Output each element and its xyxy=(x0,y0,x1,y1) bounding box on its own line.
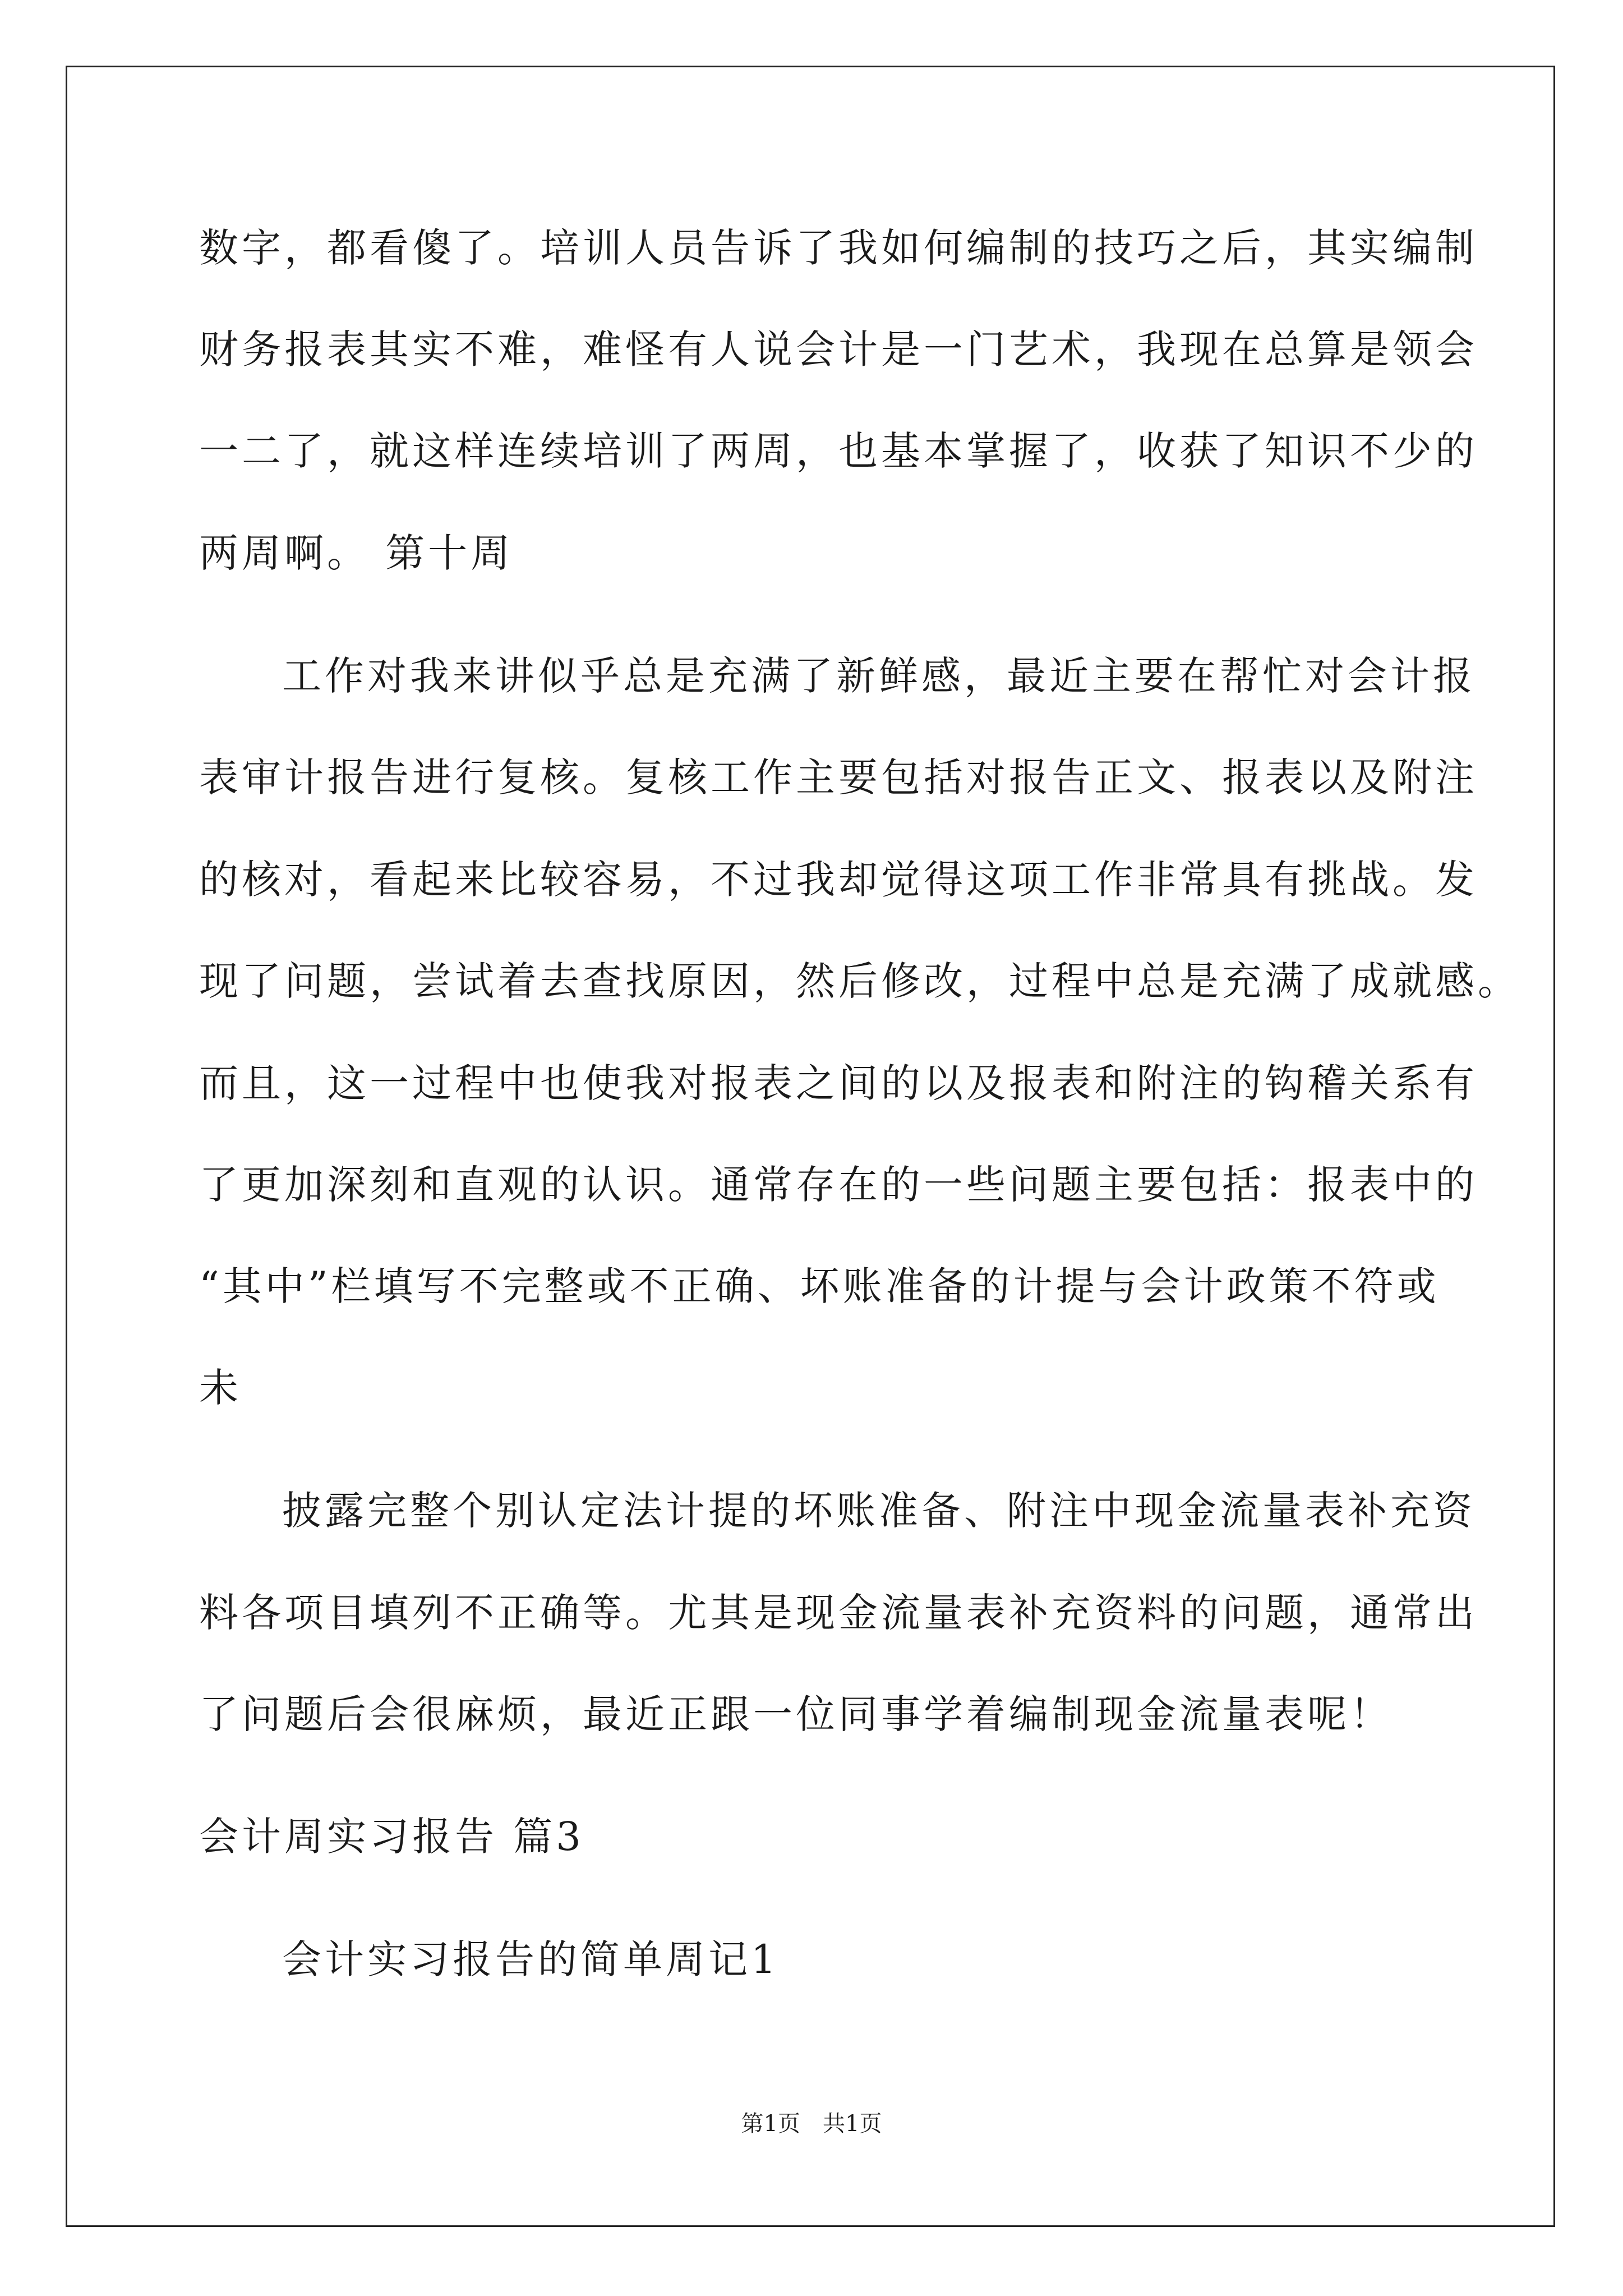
paragraph-start-line: 披露完整个别认定法计提的坏账准备、附注中现金流量表补充资 xyxy=(282,1488,1476,1534)
text-line: 了问题后会很麻烦，最近正跟一位同事学着编制现金流量表呢！ xyxy=(199,1691,1393,1737)
text-line: “其中”栏填写不完整或不正确、坏账准备的计提与会计政策不符或 xyxy=(199,1263,1440,1309)
page-border xyxy=(66,66,1555,2227)
page-footer: 第1页 共1页 xyxy=(741,2111,882,2137)
text-line: 两周啊。 第十周 xyxy=(199,530,514,576)
text-line: 而且，这一过程中也使我对报表之间的以及报表和附注的钩稽关系有 xyxy=(199,1060,1478,1106)
section-heading: 会计周实习报告 篇3 xyxy=(199,1814,584,1860)
text-line: 一二了，就这样连续培训了两周，也基本掌握了，收获了知识不少的 xyxy=(199,428,1478,474)
text-line: 数字，都看傻了。培训人员告诉了我如何编制的技巧之后，其实编制 xyxy=(199,225,1478,271)
text-line: 未 xyxy=(199,1365,242,1411)
paragraph-start-line: 工作对我来讲似乎总是充满了新鲜感，最近主要在帮忙对会计报 xyxy=(282,653,1476,699)
text-line: 的核对，看起来比较容易，不过我却觉得这项工作非常具有挑战。发 xyxy=(199,857,1478,903)
text-line: 现了问题，尝试着去查找原因，然后修改，过程中总是充满了成就感。 xyxy=(199,958,1520,1004)
text-line: 了更加深刻和直观的认识。通常存在的一些问题主要包括：报表中的 xyxy=(199,1162,1478,1208)
text-line: 财务报表其实不难，难怪有人说会计是一门艺术，我现在总算是领会 xyxy=(199,326,1478,372)
text-line: 表审计报告进行复核。复核工作主要包括对报告正文、报表以及附注 xyxy=(199,754,1478,800)
subheading-line: 会计实习报告的简单周记1 xyxy=(282,1936,780,1982)
text-line: 料各项目填列不正确等。尤其是现金流量表补充资料的问题，通常出 xyxy=(199,1590,1478,1636)
